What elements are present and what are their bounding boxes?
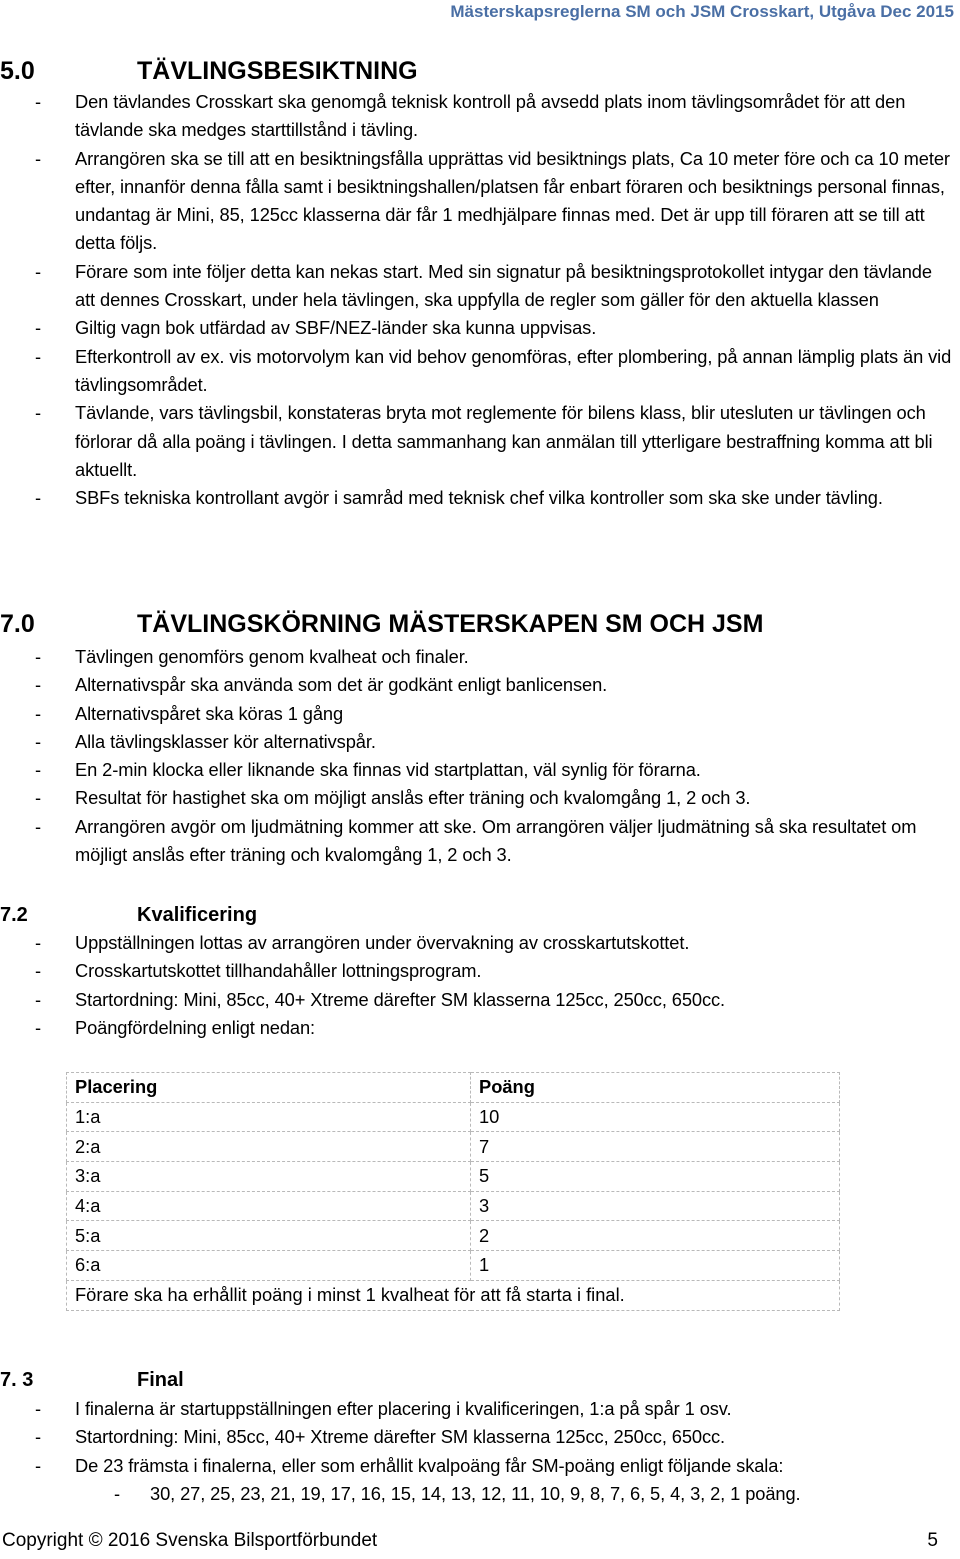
list-item: - Förare som inte följer detta kan nekas start. Med sin signatur på besiktningsprotokollet intygar den tävlande att dennes Crosskart, under hela tävlingen, ska uppfylla de regler som gäller för den aktuella klassen	[35, 260, 932, 311]
list-item: - Den tävlandes Crosskart ska genomgå teknisk kontroll på avsedd plats inom tävlingsområdet för att den tävlande ska medges starttillstånd i tävling.	[35, 91, 906, 141]
column-header-poang: Poäng	[471, 1073, 840, 1103]
table-row	[67, 1251, 840, 1281]
list-item: - Arrangören ska se till att en besiktningsfålla upprättas vid besiktnings plats, Ca 10 meter före och ca 10 meter efter, innanför denna fålla samt i besiktningshallen/platsen får enbart föraren och besiktnings personal finnas, undantag är Mini, 85, 125cc klasserna där får 1 medhjälpare finnas med. Det är upp till föraren att se till att detta följs.	[35, 147, 950, 254]
section-number: 7.2	[0, 904, 28, 926]
list-item: - En 2-min klocka eller liknande ska finnas vid startplattan, väl synlig för förarna.	[35, 759, 701, 781]
table-row	[67, 1102, 840, 1132]
table-row	[67, 1191, 840, 1221]
table-cell: 6:a	[67, 1251, 471, 1281]
table-cell: 1:a	[67, 1102, 471, 1132]
section-title: TÄVLINGSBESIKTNING	[137, 57, 418, 85]
list-item: - SBFs tekniska kontrollant avgör i samråd med teknisk chef vilka kontroller som ska ske under tävling.	[35, 487, 883, 509]
table-footnote-row	[67, 1280, 840, 1310]
list-item: - Tävlingen genomförs genom kvalheat och finaler.	[35, 646, 469, 667]
section-7-list	[0, 643, 955, 869]
list-item: - Crosskartutskottet tillhandahåller lottningsprogram.	[35, 960, 482, 982]
section-7-3-list	[0, 1395, 955, 1480]
table-cell: 5:a	[67, 1221, 471, 1251]
table-row	[67, 1221, 840, 1251]
table-cell: 1	[471, 1251, 840, 1281]
running-header: Mästerskapsreglerna SM och JSM Crosskart, Utgåva Dec 2015	[450, 2, 954, 21]
list-item: - Giltig vagn bok utfärdad av SBF/NEZ-länder ska kunna uppvisas.	[35, 317, 597, 339]
table-cell: 10	[471, 1102, 840, 1132]
list-item: - Startordning: Mini, 85cc, 40+ Xtreme därefter SM klasserna 125cc, 250cc, 650cc.	[35, 988, 726, 1010]
list-item: - De 23 främsta i finalerna, eller som erhållit kvalpoäng får SM-poäng enligt följande skala:	[35, 1454, 784, 1476]
column-header-placering: Placering	[67, 1073, 471, 1103]
section-7-3-sublist	[0, 1480, 955, 1508]
table-cell: 5	[471, 1162, 840, 1192]
list-item: - Alla tävlingsklasser kör alternativspår.	[35, 730, 376, 752]
section-title: TÄVLINGSKÖRNING MÄSTERSKAPEN SM OCH JSM	[137, 610, 764, 638]
footer-copyright: Copyright © 2016 Svenska Bilsportförbundet	[2, 1530, 378, 1551]
list-item: - Efterkontroll av ex. vis motorvolym kan vid behov genomföras, efter plombering, på annan lämplig plats än vid tävlingsområdet.	[35, 345, 952, 395]
table-row	[67, 1132, 840, 1162]
table-footnote: Förare ska ha erhållit poäng i minst 1 kvalheat för att få starta i final.	[67, 1280, 840, 1310]
section-title: Kvalificering	[137, 904, 258, 926]
table-cell: 4:a	[67, 1191, 471, 1221]
section-number: 5.0	[0, 57, 35, 85]
list-item: - Uppställningen lottas av arrangören under övervakning av crosskartutskottet.	[35, 932, 690, 953]
footer-page-number: 5	[927, 1530, 938, 1551]
section-5-list	[0, 88, 955, 512]
list-item: - Poängfördelning enligt nedan:	[35, 1016, 316, 1038]
points-table	[66, 1072, 840, 1311]
list-item: - Alternativspår ska använda som det är godkänt enligt banlicensen.	[35, 674, 608, 696]
list-item: - Alternativspåret ska köras 1 gång	[35, 702, 344, 724]
list-item: - Startordning: Mini, 85cc, 40+ Xtreme därefter SM klasserna 125cc, 250cc, 650cc.	[35, 1426, 726, 1448]
table-header-row	[67, 1073, 840, 1103]
table-cell: 7	[471, 1132, 840, 1162]
list-item: - Arrangören avgör om ljudmätning kommer att ske. Om arrangören väljer ljudmätning så ska resultatet om möjligt anslås efter träning och kvalomgång 1, 2 och 3.	[35, 815, 917, 866]
section-number: 7.0	[0, 610, 35, 638]
table-cell: 2:a	[67, 1132, 471, 1162]
section-7-2-list	[0, 929, 955, 1042]
list-item: - 30, 27, 25, 23, 21, 19, 17, 16, 15, 14, 13, 12, 11, 10, 9, 8, 7, 6, 5, 4, 3, 2, 1 poäng.	[114, 1483, 801, 1504]
list-item: - Resultat för hastighet ska om möjligt anslås efter träning och kvalomgång 1, 2 och 3.	[35, 787, 751, 809]
table-cell: 3	[471, 1191, 840, 1221]
list-item: - Tävlande, vars tävlingsbil, konstateras bryta mot reglemente för bilens klass, blir utesluten ur tävlingen och förlorar då alla poäng i tävlingen. I detta sammanhang kan anmälan till ytterligare bestraffning komma att bli aktuellt.	[35, 402, 933, 480]
section-number: 7. 3	[0, 1369, 34, 1391]
section-title: Final	[137, 1369, 184, 1391]
table-cell: 3:a	[67, 1162, 471, 1192]
table-row	[67, 1162, 840, 1192]
list-item: - I finalerna är startuppställningen efter placering i kvalificeringen, 1:a på spår 1 osv.	[35, 1398, 732, 1419]
table-cell: 2	[471, 1221, 840, 1251]
